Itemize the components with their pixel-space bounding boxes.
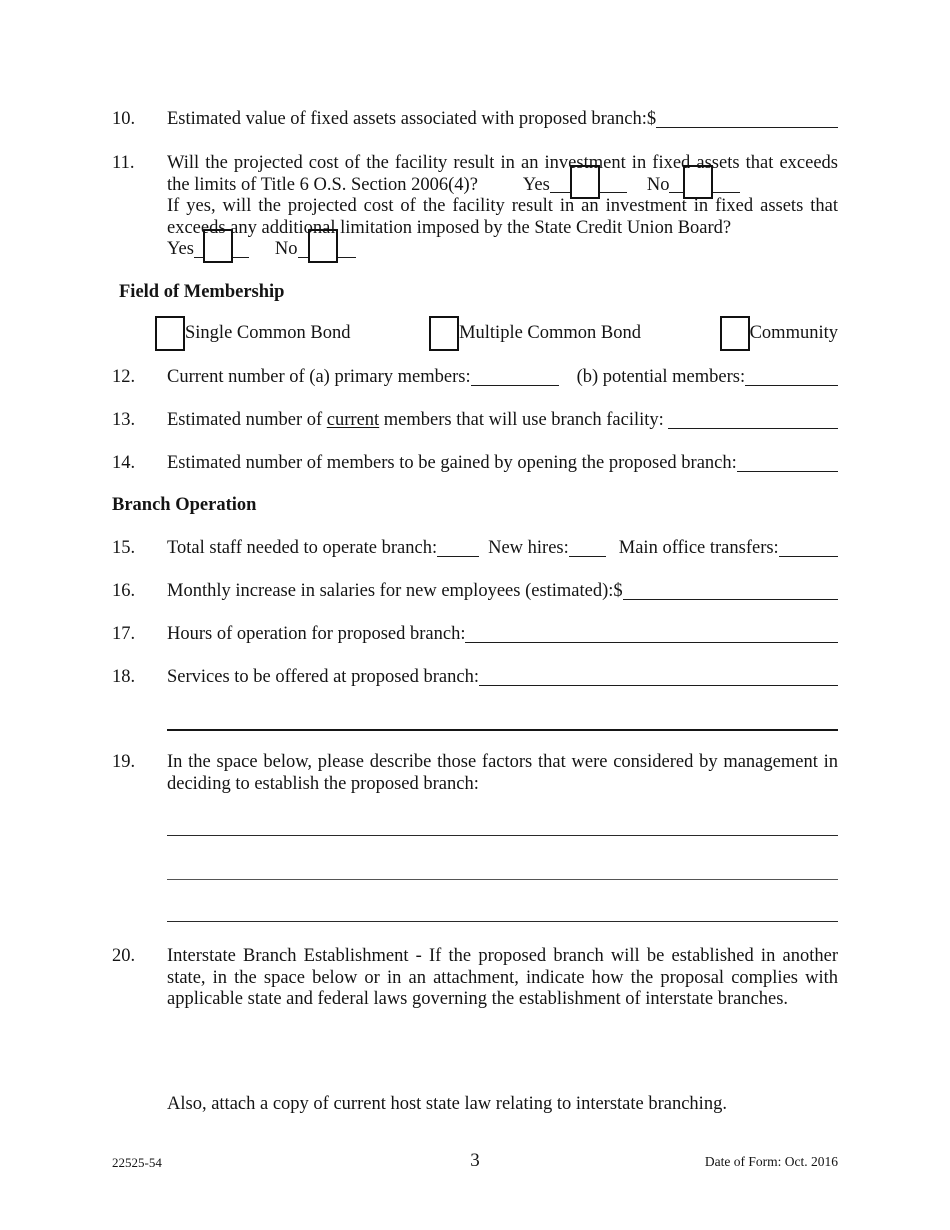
q11-yes-checkbox[interactable] xyxy=(570,165,600,199)
yes-label: Yes xyxy=(167,239,194,259)
item-number: 20. xyxy=(112,946,136,966)
office-transfers-blank[interactable] xyxy=(779,556,838,557)
multiple-common-bond-checkbox[interactable] xyxy=(429,316,459,351)
item-label: Hours of operation for proposed branch: xyxy=(167,624,466,644)
form-number: 22525-54 xyxy=(112,1155,162,1170)
item-label: (b) potential members: xyxy=(576,367,746,387)
form-item-12 xyxy=(112,367,838,389)
services-offered-blank[interactable] xyxy=(479,685,838,686)
form-item-11 xyxy=(112,153,838,261)
item-number: 15. xyxy=(112,538,136,558)
item-label: Services to be offered at proposed branch: xyxy=(167,667,479,687)
form-item-20 xyxy=(112,946,838,1011)
estimated-value-blank[interactable] xyxy=(656,127,838,128)
item-number: 17. xyxy=(112,624,136,644)
attachment-note: Also, attach a copy of current host state law relating to interstate branching. xyxy=(167,1094,727,1114)
q11-followup-yes-checkbox[interactable] xyxy=(203,229,233,263)
q11-no-checkbox[interactable] xyxy=(683,165,713,199)
option-label: Community xyxy=(749,322,838,343)
services-offered-line-2[interactable] xyxy=(167,729,838,731)
item-label: Monthly increase in salaries for new employees (estimated): xyxy=(167,581,614,601)
hours-of-operation-blank[interactable] xyxy=(465,642,838,643)
field-of-membership-options xyxy=(155,316,838,351)
item-label-underlined: current xyxy=(326,410,380,430)
option-single-common-bond xyxy=(155,316,351,351)
item-label: Estimated number of xyxy=(167,410,327,430)
item-number: 19. xyxy=(112,752,136,772)
current-members-use-blank[interactable] xyxy=(668,428,838,429)
form-item-14 xyxy=(112,453,838,475)
primary-members-blank[interactable] xyxy=(471,385,559,386)
form-item-15 xyxy=(112,538,838,560)
form-item-13 xyxy=(112,410,838,432)
no-blank xyxy=(338,255,356,258)
no-label: No xyxy=(646,174,670,195)
no-blank xyxy=(713,190,740,193)
potential-members-blank[interactable] xyxy=(745,385,838,386)
option-community xyxy=(720,316,838,351)
yes-blank xyxy=(600,190,627,193)
form-item-19 xyxy=(112,752,838,795)
item-number: 13. xyxy=(112,410,136,430)
no-blank xyxy=(669,190,683,193)
item-number: 11. xyxy=(112,153,135,173)
total-staff-blank[interactable] xyxy=(437,556,479,557)
item-label: New hires: xyxy=(488,538,569,558)
salary-increase-blank[interactable] xyxy=(623,599,838,600)
item-number: 10. xyxy=(112,109,136,129)
item-label: Current number of (a) primary members: xyxy=(167,367,471,387)
form-item-17 xyxy=(112,624,838,646)
item-label: Interstate Branch Establishment - If the proposed branch will be established in another state, in the space below or in an attachment, indicate how the proposal complies with applicable state and federal laws governing the establishment of interstate branches. xyxy=(167,946,838,1009)
option-label: Single Common Bond xyxy=(185,322,351,343)
item-label: Will the projected cost of the facility result in an investment in fixed assets that exceeds the limits of Title 6 O.S. Section 2006(4)? xyxy=(167,153,838,195)
yes-blank xyxy=(550,190,570,193)
members-gained-blank[interactable] xyxy=(737,471,838,472)
form-item-10 xyxy=(112,109,838,131)
form-date: Date of Form: Oct. 2016 xyxy=(704,1154,838,1169)
form-item-18 xyxy=(112,667,838,689)
page-number: 3 xyxy=(470,1150,480,1171)
yes-label: Yes xyxy=(522,174,550,195)
item-label: Main office transfers: xyxy=(618,538,779,558)
option-label: Multiple Common Bond xyxy=(459,322,642,343)
currency-symbol: $ xyxy=(646,109,657,129)
no-blank xyxy=(298,255,308,258)
factors-line-3[interactable] xyxy=(167,921,838,922)
item-number: 12. xyxy=(112,367,136,387)
item-number: 14. xyxy=(112,453,136,473)
yes-blank xyxy=(233,255,249,258)
section-heading-branch-operation: Branch Operation xyxy=(112,495,257,515)
item-label: Total staff needed to operate branch: xyxy=(167,538,438,558)
item-label: Estimated value of fixed assets associated with proposed branch: xyxy=(167,109,647,129)
new-hires-blank[interactable] xyxy=(569,556,606,557)
single-common-bond-checkbox[interactable] xyxy=(155,316,185,351)
form-item-16 xyxy=(112,581,838,603)
section-heading-field-of-membership: Field of Membership xyxy=(119,282,285,302)
factors-line-1[interactable] xyxy=(167,835,838,836)
item-label: In the space below, please describe those factors that were considered by management in deciding to establish the proposed branch: xyxy=(167,752,838,794)
option-multiple-common-bond xyxy=(429,316,641,351)
yes-blank xyxy=(194,255,203,258)
no-label: No xyxy=(274,239,298,259)
item-label: Estimated number of members to be gained by opening the proposed branch: xyxy=(167,453,737,473)
item-number: 18. xyxy=(112,667,136,687)
item-label: members that will use branch facility: xyxy=(379,410,669,430)
q11-followup-no-checkbox[interactable] xyxy=(308,229,338,263)
community-checkbox[interactable] xyxy=(720,316,750,351)
item-followup-label: If yes, will the projected cost of the facility result in an investment in fixed assets that exceeds any additional limitation imposed by the State Credit Union Board? xyxy=(167,196,838,238)
item-number: 16. xyxy=(112,581,136,601)
currency-symbol: $ xyxy=(613,581,623,601)
factors-line-2[interactable] xyxy=(167,879,838,880)
